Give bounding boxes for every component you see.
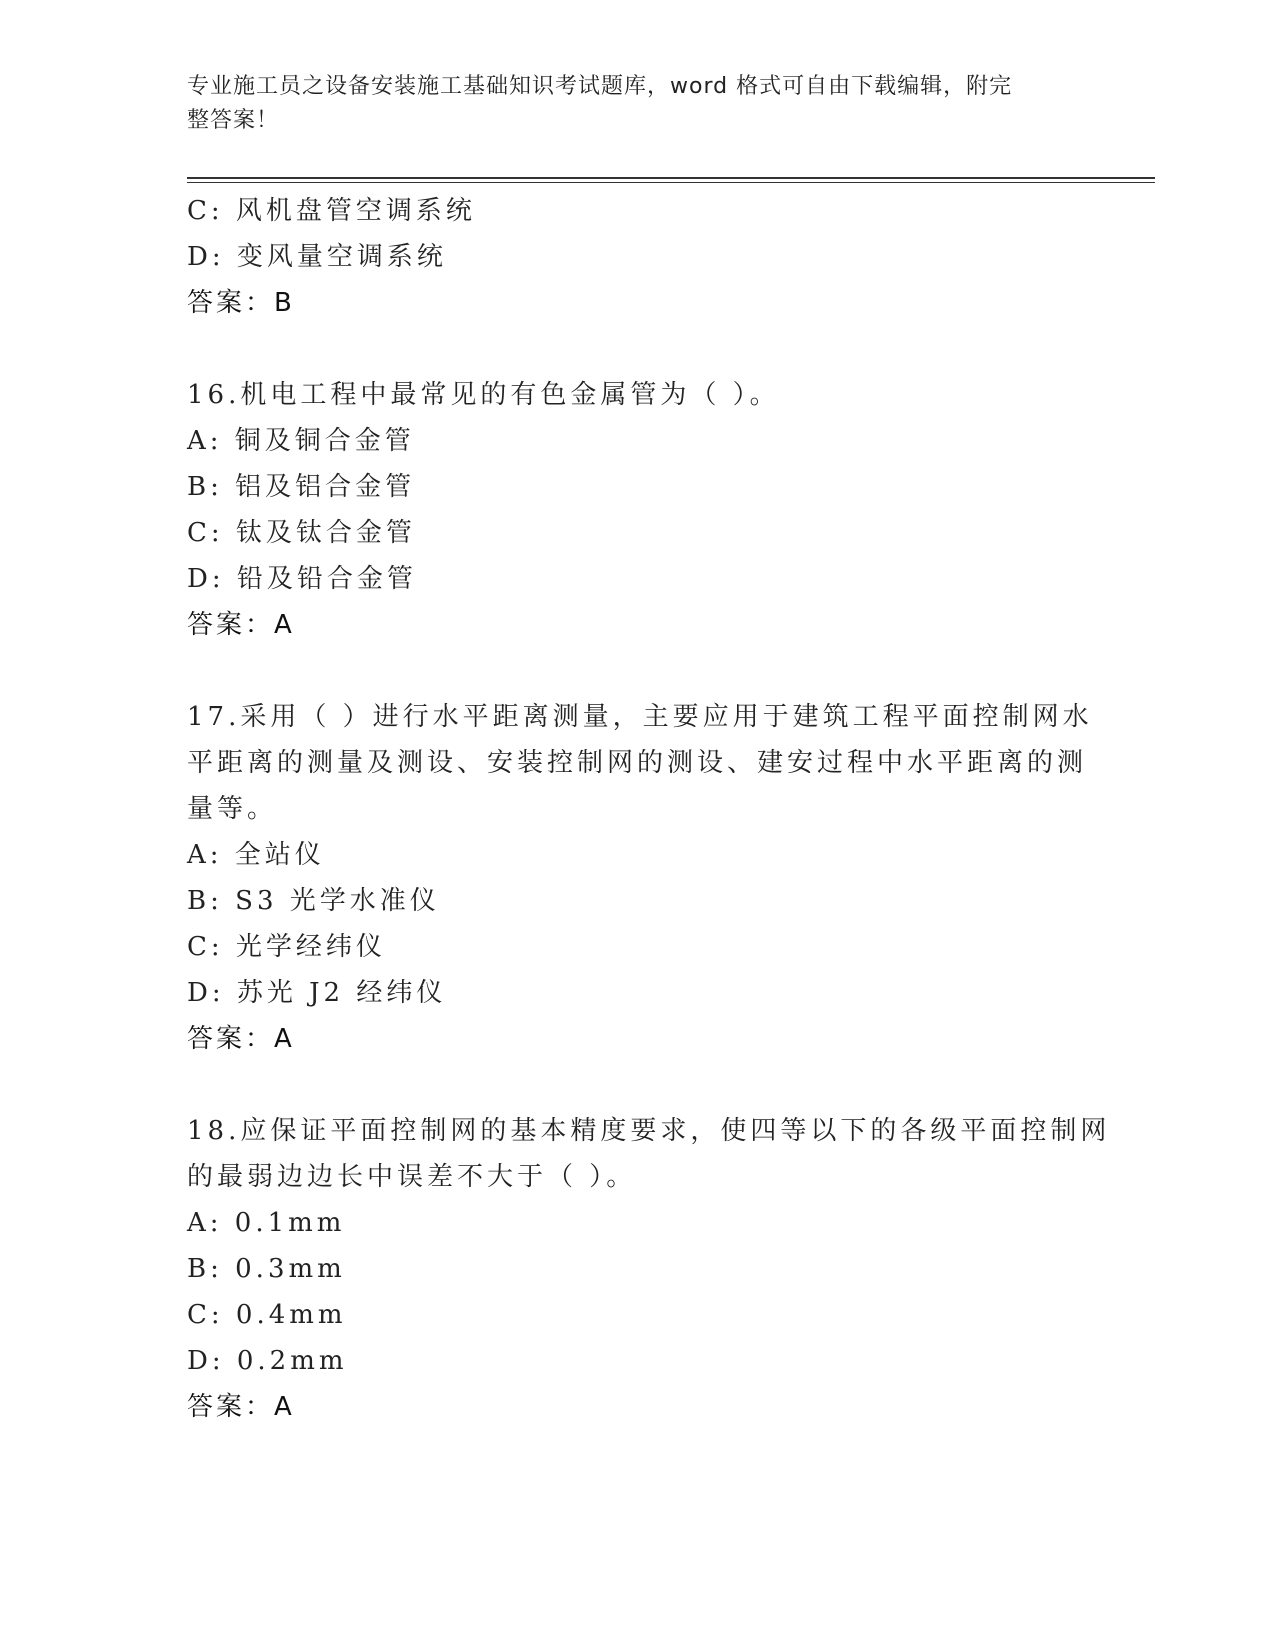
question-stem-line: 平距离的测量及测设、安装控制网的测设、建安过程中水平距离的测 — [187, 748, 1088, 778]
header-divider-thick — [187, 177, 1155, 179]
option-d: D: 铅及铅合金管 — [187, 564, 417, 594]
option-d: D: 苏光 J2 经纬仪 — [187, 978, 447, 1008]
question-17 — [187, 694, 1093, 1062]
option-c: C: 风机盘管空调系统 — [187, 196, 476, 226]
question-stem-line: 的最弱边边长中误差不大于（ ）。 — [187, 1162, 637, 1192]
question-15-partial — [187, 188, 1087, 326]
option-c: C: 光学经纬仪 — [187, 932, 386, 962]
option-d: D: 0.2mm — [187, 1346, 348, 1376]
header-divider-thin — [187, 182, 1155, 183]
question-stem-line: 量等。 — [187, 794, 278, 824]
answer-line: 答案：A — [187, 1024, 295, 1054]
header-line-1: 专业施工员之设备安装施工基础知识考试题库，word 格式可自由下载编辑，附完 — [187, 74, 1013, 99]
option-b: B: 铝及铝合金管 — [187, 472, 416, 502]
option-c: C: 0.4mm — [187, 1300, 347, 1330]
question-stem-line: 16.机电工程中最常见的有色金属管为（ ）。 — [187, 380, 780, 410]
header-line-2: 整答案！ — [187, 108, 280, 133]
answer-line: 答案：A — [187, 1392, 295, 1422]
document-header — [187, 70, 1077, 138]
option-b: B: S3 光学水准仪 — [187, 886, 440, 916]
option-a: A: 0.1mm — [187, 1208, 346, 1238]
question-stem-line: 17.采用（ ）进行水平距离测量，主要应用于建筑工程平面控制网水 — [187, 702, 1093, 732]
document-body — [187, 188, 1111, 1476]
question-18 — [187, 1108, 1111, 1430]
answer-line: 答案：B — [187, 288, 295, 318]
answer-line: 答案：A — [187, 610, 295, 640]
option-c: C: 钛及钛合金管 — [187, 518, 416, 548]
option-b: B: 0.3mm — [187, 1254, 346, 1284]
question-stem-line: 18.应保证平面控制网的基本精度要求，使四等以下的各级平面控制网 — [187, 1116, 1111, 1146]
question-16 — [187, 372, 1087, 648]
option-d: D: 变风量空调系统 — [187, 242, 447, 272]
option-a: A: 铜及铜合金管 — [187, 426, 415, 456]
option-a: A: 全站仪 — [187, 840, 325, 870]
